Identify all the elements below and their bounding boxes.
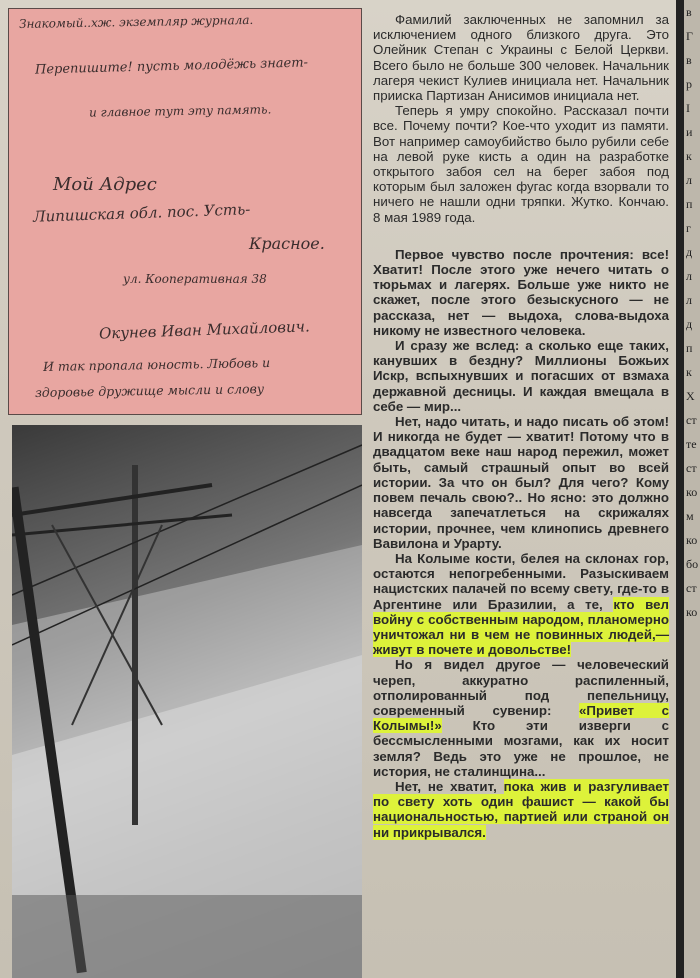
- kolyma-landscape-illustration: [12, 425, 362, 978]
- text-run: Но я видел другое — человеческий череп, аккуратно распиленный, отполированный под пепельницу, современный сувенир:: [373, 657, 669, 718]
- text-run: На Колыме кости, белея на склонах гор, остаются непогребенными. Разыскиваем нацистских палачей по всему свету, где-то в Аргентине или Бразилии, а те,: [373, 550, 669, 612]
- article-paragraph: [373, 779, 669, 840]
- note-line: Красное.: [249, 234, 325, 253]
- article-text: [373, 12, 669, 840]
- text-run: Кто эти изверги с бессмысленными мозгами, как их носит земля? Ведь это уже не прошлое, не история, не сталинщина...: [373, 718, 669, 779]
- edge-letter: в: [686, 53, 692, 67]
- edge-letter: л: [686, 269, 692, 283]
- note-line: и главное тут эту память.: [88, 102, 272, 120]
- edge-letter: г: [686, 221, 691, 235]
- note-line: Мой Адрес: [53, 174, 157, 195]
- highlighted-text: пока жив и разгуливает по свету хоть один фашист — какой бы национальностью, партией или страной он ни прикрывался.: [373, 778, 669, 840]
- edge-letter: р: [686, 77, 692, 91]
- edge-letter: л: [686, 173, 692, 187]
- note-line: ул. Кооперативная 38: [123, 272, 267, 286]
- edge-letter: д: [686, 245, 693, 259]
- edge-letter: ст: [686, 581, 697, 595]
- handwritten-note: [8, 8, 362, 415]
- edge-letter: бо: [686, 557, 699, 571]
- article-paragraph: Фамилий заключенных не запомнил за исключением одного близкого друга. Это Олейник Степан с Украины с Белой Церкви. Всего было не больше 300 человек. Начальник лагеря чекист Кулиев инициала нет. Начальник прииска Партизан Анисимов инициала нет.: [373, 12, 669, 104]
- edge-letter: ст: [686, 413, 697, 427]
- note-line: здоровье дружище мысли и слову: [34, 381, 265, 400]
- article-paragraph: Нет, надо читать, и надо писать об этом! И никогда не будет — хватит! Потому что в двадцатом веке наш народ пережил, может быть, самый страшный опыт во всей истории. За что он был? Для чего? Кому повем печаль свою?.. Но ясно: это должно навсегда запечатлеться на скрижалях истории, прочнее, чем клинопись древнего Вавилона и Урарту.: [373, 414, 669, 551]
- highlighted-text: кто вел войну с собственным народом, планомерно уничтожал ни в чем не повинных людей,— живут в почете и довольстве!: [373, 596, 670, 658]
- edge-letter: л: [686, 293, 692, 307]
- edge-letter: те: [686, 437, 697, 451]
- edge-letter: в: [686, 5, 692, 19]
- edge-letter: к: [686, 149, 692, 163]
- article-paragraph: И сразу же вслед: а сколько еще таких, канувших в бездну? Миллионы Божьих Искр, вспыхнувших и погасших от взмаха державной десницы. И каждая вмещала в себе — мир...: [373, 338, 669, 414]
- article-paragraph: Теперь я умру спокойно. Рассказал почти все. Почему почти? Кое-что уходит из памяти. Вот например самоубийство было рубили себе на левой руке кисть а один на разработке открытого забоя сел на берег забоя под которым был заложен фугас когда взорвали то ничего не нашли одни тряпки. Жутко. Кончаю. 8 мая 1989 года.: [373, 103, 669, 225]
- edge-letter: Х: [686, 389, 695, 403]
- article-paragraph: [373, 657, 669, 779]
- page-gutter: [676, 0, 684, 978]
- edge-letter: ко: [686, 605, 698, 619]
- note-line: И так пропала юность. Любовь и: [42, 355, 271, 374]
- article-paragraph: [373, 551, 669, 657]
- article-paragraph: Первое чувство после прочтения: все! Хватит! После этого уже нечего читать о тюрьмах и лагерях. Больше уже никто не скажет, после этого безыскусного — не рассказа, нет — выдоха, слова-выдоха никому не известного человека.: [373, 246, 669, 338]
- note-line: Липишская обл. пос. Усть-: [32, 200, 251, 226]
- note-line: Окунев Иван Михайлович.: [98, 317, 311, 343]
- edge-letter: ст: [686, 461, 697, 475]
- edge-letter: м: [686, 509, 694, 523]
- kolyma-photo: [12, 425, 362, 978]
- edge-letter: и: [686, 125, 693, 139]
- note-line: Знакомый..хж. экземпляр журнала.: [18, 12, 254, 32]
- edge-letter: к: [686, 365, 692, 379]
- edge-letter: ко: [686, 533, 698, 547]
- text-run: Нет, не хватит,: [395, 778, 504, 794]
- edge-letter: п: [686, 197, 693, 211]
- adjacent-page-letters: [686, 0, 700, 624]
- edge-letter: д: [686, 317, 693, 331]
- adjacent-page-edge: [676, 0, 700, 978]
- edge-letter: п: [686, 341, 693, 355]
- edge-letter: Г: [686, 29, 693, 43]
- edge-letter: I: [686, 101, 690, 115]
- note-line: Перепишите! пусть молодёжь знает-: [34, 55, 309, 78]
- edge-letter: ко: [686, 485, 698, 499]
- highlighted-text: «Привет с Колымы!»: [373, 702, 669, 734]
